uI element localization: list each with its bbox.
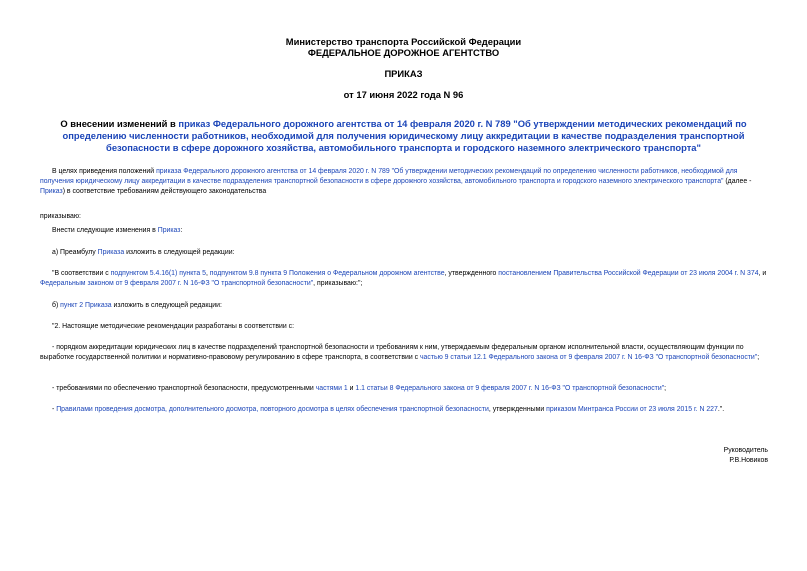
bullet2-part-1-link[interactable]: частями 1	[315, 385, 348, 392]
agency-name: ФЕДЕРАЛЬНОЕ ДОРОЖНОЕ АГЕНТСТВО	[307, 47, 500, 58]
quote1-subpoint-9-link[interactable]: подпунктом 9.8 пункта 9	[209, 270, 288, 277]
item-b-point-2-link[interactable]: пункт 2 Приказа	[60, 302, 112, 309]
quote1-text-4: , утвержденного	[444, 270, 499, 277]
item-b-text-1: б)	[52, 302, 61, 309]
bullet3-text-1: -	[52, 406, 57, 413]
bullet3-mintrans-order-link[interactable]: приказом Минтранса России от 23 июля 2015 г. N 227	[546, 406, 718, 413]
document-title	[40, 118, 767, 154]
quote1-text-5: , и	[758, 270, 767, 277]
item-a-paragraph	[40, 248, 767, 258]
bullet2-text-3: ;	[664, 385, 667, 392]
bullet2-text-1: - требованиями по обеспечению транспортной безопасности, предусмотренными	[52, 385, 316, 392]
quote1-text-2: ,	[205, 270, 210, 277]
intro-order-link[interactable]: приказа Федерального дорожного агентства от 14 февраля 2020 г. N 789 "Об утверждении методических рекомендаций по определению численности работников, необходимой для получения юридическому лицу аккредитации в качестве подразделения транспортной безопасности в сфере дорожного хозяйства, автомобильного транспорта и городского наземного электрического транспорта"	[40, 168, 738, 185]
bullet3-rules-link[interactable]: Правилами проведения досмотра, дополнительного досмотра, повторного досмотра в целях обеспечения транспортной безопасности	[56, 406, 489, 413]
signature-name: Р.В.Новиков	[729, 457, 768, 464]
ministry-name: Министерство транспорта Российской Федерации	[285, 36, 522, 47]
item-b-paragraph	[40, 301, 767, 311]
intro-text-3: ) в соответствие требованиям действующего законодательства	[62, 188, 267, 195]
bullet1-law-link[interactable]: частью 9 статьи 12.1 Федерального закона от 9 февраля 2007 г. N 16-ФЗ "О транспортной безопасности"	[419, 354, 758, 361]
document-date-number: от 17 июня 2022 года N 96	[343, 89, 464, 100]
bullet1-text-2: ;	[757, 354, 760, 361]
intro-text-1: В целях приведения положений	[52, 168, 157, 175]
bullet-inspection-rules	[40, 405, 767, 415]
changes-text-1: Внести следующие изменения в	[52, 227, 158, 234]
item-a-text-2: изложить в следующей редакции:	[124, 249, 235, 256]
title-prefix: О внесении изменений в	[60, 118, 179, 129]
bullet-requirements	[40, 384, 767, 394]
intro-text-2: (далее -	[723, 178, 752, 185]
item-a-prikaz-link[interactable]: Приказа	[97, 249, 125, 256]
intro-paragraph	[40, 167, 767, 197]
preamble-quote-paragraph	[40, 269, 767, 289]
bullet3-text-2: , утвержденными	[488, 406, 547, 413]
changes-text-2: :	[180, 227, 183, 234]
quote1-text-1: "В соответствии с	[52, 270, 111, 277]
title-order-link[interactable]: приказ Федерального дорожного агентства от 14 февраля 2020 г. N 789 "Об утверждении методических рекомендаций по определению численности работников, необходимой для получения юридическому лицу аккредитации в качестве подразделения транспортной безопасности в сфере дорожного хозяйства, автомобильного транспорта и городского наземного электрического транспорта"	[62, 118, 747, 153]
changes-prikaz-link[interactable]: Приказ	[157, 227, 181, 234]
bullet3-text-3: .".	[717, 406, 725, 413]
quote1-text-6: , приказываю:";	[313, 280, 363, 287]
quote1-subpoint-5-link[interactable]: подпунктом 5.4.16(1) пункта 5	[110, 270, 206, 277]
bullet2-article-8-link[interactable]: 1.1 статьи 8 Федерального закона от 9 февраля 2007 г. N 16-ФЗ "О транспортной безопасности"	[355, 385, 665, 392]
bullet2-text-2: и	[347, 385, 356, 392]
signature-position: Руководитель	[723, 447, 768, 454]
bullet1-text-1: - порядком аккредитации юридических лиц в качестве подразделений транспортной безопасности и требованиям к ним, утверждаемым федеральным органом исполнительной власти, осуществляющим функции по выработке государственной политики и нормативно-правовому регулированию в сфере транспорта, в соответствии с	[40, 344, 744, 361]
order-word: приказываю:	[40, 213, 81, 220]
item-a-text-1: а) Преамбулу	[52, 249, 98, 256]
item-b-text-2: изложить в следующей редакции:	[111, 302, 222, 309]
quote1-resolution-link[interactable]: постановлением Правительства Российской Федерации от 23 июля 2004 г. N 374	[498, 270, 759, 277]
point-2-quote: "2. Настоящие методические рекомендации разработаны в соответствии с:	[52, 323, 294, 330]
quote1-federal-law-link[interactable]: Федеральным законом от 9 февраля 2007 г. N 16-ФЗ "О транспортной безопасности"	[40, 280, 314, 287]
document-type: ПРИКАЗ	[384, 68, 423, 79]
quote1-regulation-link[interactable]: Положения о Федеральном дорожном агентстве	[289, 270, 445, 277]
bullet-accreditation	[40, 343, 767, 363]
intro-prikaz-link[interactable]: Приказ	[40, 188, 63, 195]
changes-paragraph	[40, 226, 767, 236]
